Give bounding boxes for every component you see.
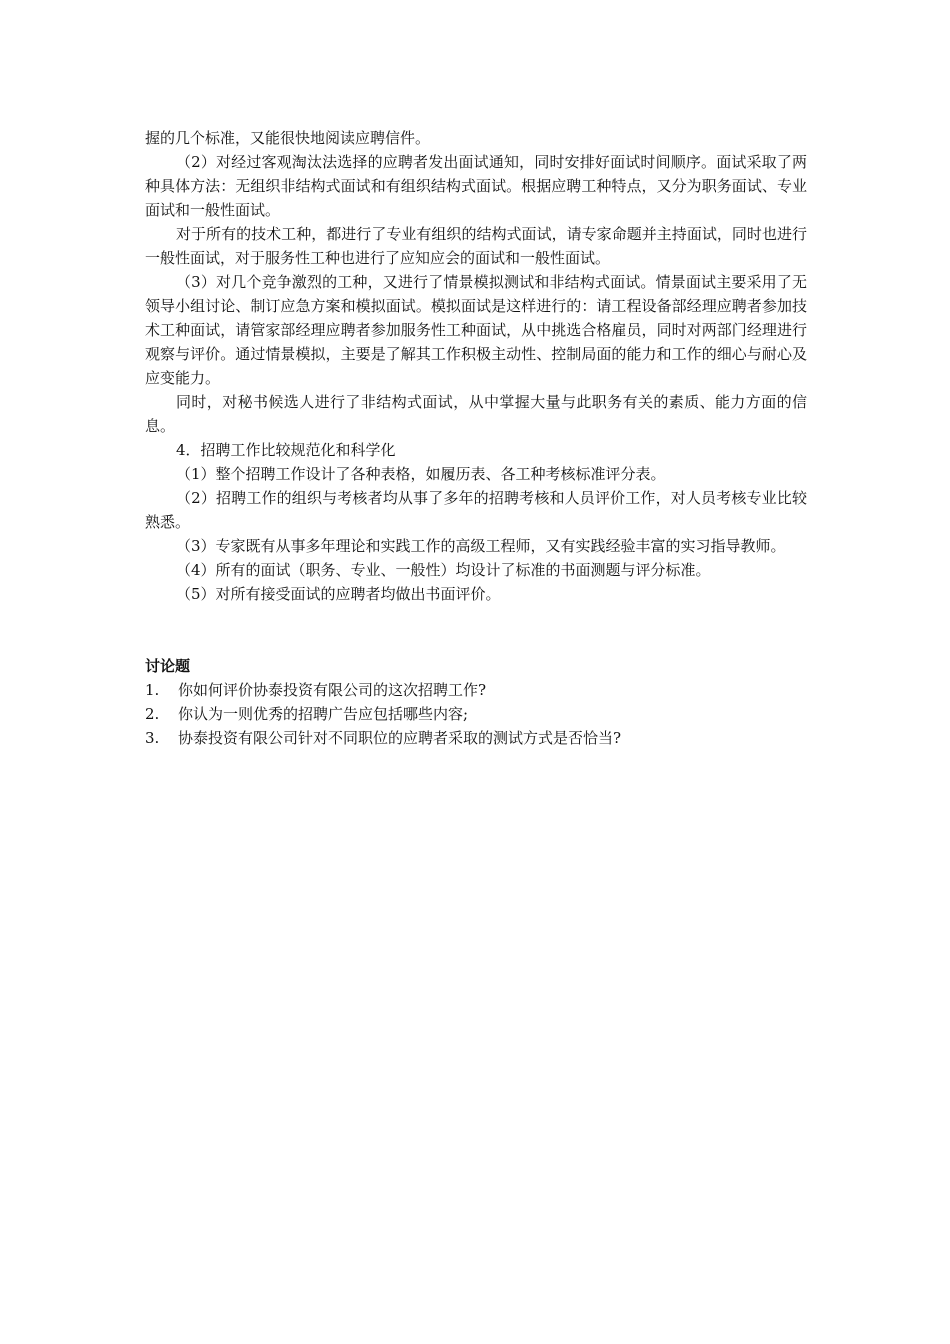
question-number: 2. — [145, 705, 160, 723]
question-text: 协泰投资有限公司针对不同职位的应聘者采取的测试方式是否恰当? — [178, 729, 622, 747]
paragraph: 对于所有的技术工种，都进行了专业有组织的结构式面试，请专家命题并主持面试，同时也进行一般性面试，对于服务性工种也进行了应知应会的面试和一般性面试。 — [145, 225, 807, 267]
paragraph: （2）招聘工作的组织与考核者均从事了多年的招聘考核和人员评价工作，对人员考核专业比较熟悉。 — [145, 489, 807, 531]
paragraph: （3）对几个竞争激烈的工种，又进行了情景模拟测试和非结构式面试。情景面试主要采用了无领导小组讨论、制订应急方案和模拟面试。模拟面试是这样进行的：请工程设备部经理应聘者参加技术工种面试，请管家部经理应聘者参加服务性工种面试，从中挑选合格雇员，同时对两部门经理进行观察与评价。通过情景模拟，主要是了解其工作积极主动性、控制局面的能力和工作的细心与耐心及应变能力。 — [145, 273, 807, 387]
question-number: 3. — [145, 729, 160, 747]
paragraph: 同时，对秘书候选人进行了非结构式面试，从中掌握大量与此职务有关的素质、能力方面的信息。 — [145, 393, 807, 435]
paragraph: （4）所有的面试（职务、专业、一般性）均设计了标准的书面测题与评分标准。 — [176, 561, 711, 579]
list-item — [145, 678, 807, 702]
discussion-question-list — [145, 678, 807, 750]
question-number: 1. — [145, 681, 160, 699]
list-item — [145, 702, 807, 726]
question-text: 你认为一则优秀的招聘广告应包括哪些内容; — [178, 705, 469, 723]
paragraph: （5）对所有接受面试的应聘者均做出书面评价。 — [176, 585, 501, 603]
paragraph: （2）对经过客观淘汰法选择的应聘者发出面试通知，同时安排好面试时间顺序。面试采取了两种具体方法：无组织非结构式面试和有组织结构式面试。根据应聘工种特点，又分为职务面试、专业面试和一般性面试。 — [145, 153, 807, 219]
list-item — [145, 726, 807, 750]
paragraph: 握的几个标准，又能很快地阅读应聘信件。 — [145, 129, 431, 147]
paragraph: （3）专家既有从事多年理论和实践工作的高级工程师，又有实践经验丰富的实习指导教师。 — [176, 537, 786, 555]
discussion-heading: 讨论题 — [145, 657, 191, 675]
question-text: 你如何评价协泰投资有限公司的这次招聘工作? — [178, 681, 487, 699]
spacer — [145, 606, 807, 654]
paragraph: （1）整个招聘工作设计了各种表格，如履历表、各工种考核标准评分表。 — [176, 465, 666, 483]
section-heading: 4．招聘工作比较规范化和科学化 — [176, 441, 396, 459]
document-page — [145, 126, 807, 750]
